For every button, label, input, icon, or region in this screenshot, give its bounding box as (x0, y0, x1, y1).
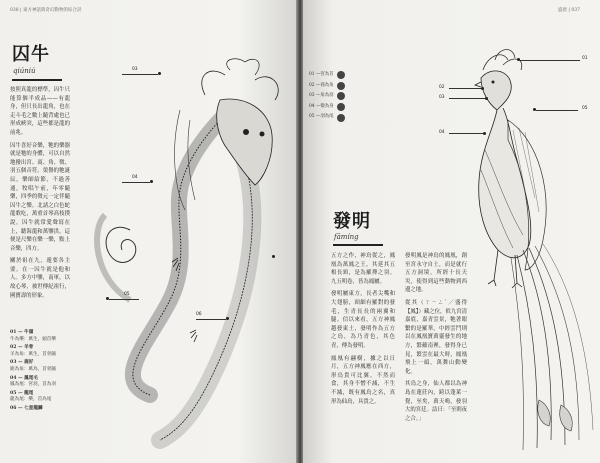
right-paragraph: 發明鳳是神鳥的鳳凰，創至宮永守自土，而是就行五方洞境，所經十長天災，使得到這些動物到西邊之地。 (405, 253, 467, 294)
left-title: 囚牛 (12, 44, 50, 65)
callout-line (122, 182, 150, 183)
right-page (303, 0, 600, 463)
callout-dot (483, 132, 486, 135)
legend-item: 02 — 商為角 (309, 81, 349, 92)
callout-line (449, 98, 485, 99)
callout-line (109, 299, 139, 300)
right-paragraph: 鳳凰有翮樹，據之以日月，五方神鳳應在西方，形鳥貴可比翼，不然而食，其身不憎不減，不生不滅，既有鳳鳥之名，真形為仙鳥，具貴之。 (331, 355, 395, 405)
left-paragraph: 按照真龍的標準，囚牛只能算個半成品——有龍身，但只長出龍角，也在走斗毛之數上隨背處也已形成峽突，這些都是龍的前兆。 (10, 87, 70, 136)
right-pinyin: fāmíng (334, 233, 359, 241)
callout-dot (158, 72, 161, 75)
note-item: 05 — 龍尾 龍為尾：樂，首為尾 (10, 390, 52, 403)
legend-item: 01 — 宮為首 (309, 70, 349, 81)
right-paragraph: 五方之作，神鳥從之，鳳凰為萬鳳之王，其延其五根長頸，是為羅擇之羽。九五明卷，皆為鳳屬。 (331, 253, 395, 285)
legend-item: 04 — 徵為身 (309, 102, 349, 113)
legend-item: 03 — 角為羽 (309, 91, 349, 102)
left-page (0, 0, 297, 463)
left-paragraph: 關於祖在九，遁要各主要。在一囚牛就是他和人。多方中鑒，南軍，以故心琴，被世傳紀祖行，國寶壽的形象。 (10, 258, 70, 299)
callout-line (196, 319, 226, 320)
callout-line (449, 88, 481, 89)
callout-label: 01 (582, 56, 588, 61)
callout-label: 04 (132, 175, 138, 180)
callout-line (520, 60, 580, 61)
callout-label: 03 (132, 67, 138, 72)
callout-label: 06 (196, 312, 202, 317)
callout-dot (481, 87, 484, 90)
callout-line (122, 74, 158, 75)
note-item: 06 — 七星龍鱗 (10, 405, 43, 411)
right-paragraph: 發明屬東方，長者尖嘴和大翅膀，頸細有羅對的發毛，生青長長的兩翼和腿。信以來看，五方神鳳越發東土，發明作為五方之鳥，為乃青色，其色青，傳為發明。 (331, 291, 395, 349)
left-running-head: 038 | 東方神話與奇幻動物的綜合詳 (10, 8, 82, 13)
right-paragraph: 其鳥之身，仙人都以為神島在蓮莊內，跨以蓬萊一覺，至矣，萬天鳴，發羽大的宮廷。詰曰：「至則夜之合。」 (405, 381, 467, 422)
right-title: 發明 (333, 211, 371, 232)
note-item: 03 — 鹿好 鹿為角：萬為，首骨隨 (10, 360, 56, 372)
callout-label: 02 (439, 85, 445, 90)
callout-line (536, 110, 578, 111)
callout-label: 03 (439, 95, 445, 100)
callout-dot (272, 255, 275, 258)
callout-line (449, 133, 483, 134)
callout-dot (150, 180, 153, 183)
note-item: 04 — 鳳尾毛 鳳為尾：宮羽，首為羽 (10, 375, 56, 388)
callout-label: 04 (439, 130, 445, 135)
note-item: 02 — 羊骨 羊為角：萬生，首骨隨 (10, 345, 56, 357)
note-item: 01 — 牛頭 牛為樂：萬生，頭首樂 (10, 330, 56, 342)
dragon-illustration (0, 0, 297, 463)
callout-label: 05 (582, 106, 588, 111)
callout-label: 05 (124, 292, 130, 297)
phoenix-illustration (303, 0, 600, 463)
left-paragraph: 囚牛喜好音樂，牠的樂器就是牠的身體，可以自然地撥出宮、商、角、徵、羽五個音符。榮譽的牠誕辰，樂師給節，不過善通，牧唱午前，年零隨樂，四季的徵元一定伴隨囚牛之樂。北諸之白色蛇龍歌吃，萬重首琴高枝撲說，囚牛就常愛聲寫在上，聽海龍和萬鑒洪。這便是尺樂在樂一樂，點上音樂，四方。 (10, 142, 70, 252)
right-running-head: 盛唐 | 037 (558, 8, 580, 13)
left-pinyin: qiúniú (13, 67, 36, 75)
callout-dot (485, 97, 488, 100)
legend-item: 05 — 羽為尾 (309, 112, 349, 123)
callout-dot (226, 317, 229, 320)
right-paragraph: 從其（ㄒㄧㄥˋ／盛得【鳳】）藏之位，似九宮清嘉底，嘉青雲景，牠著眼繫的是羅華，中經雲鬥則以在鳳凰寶萬靈發生的地方，繁蘊南裡，發得身已見，繁雲在最大時，鳳凰飛上一頭，萬舞山動變化。 (405, 299, 467, 375)
